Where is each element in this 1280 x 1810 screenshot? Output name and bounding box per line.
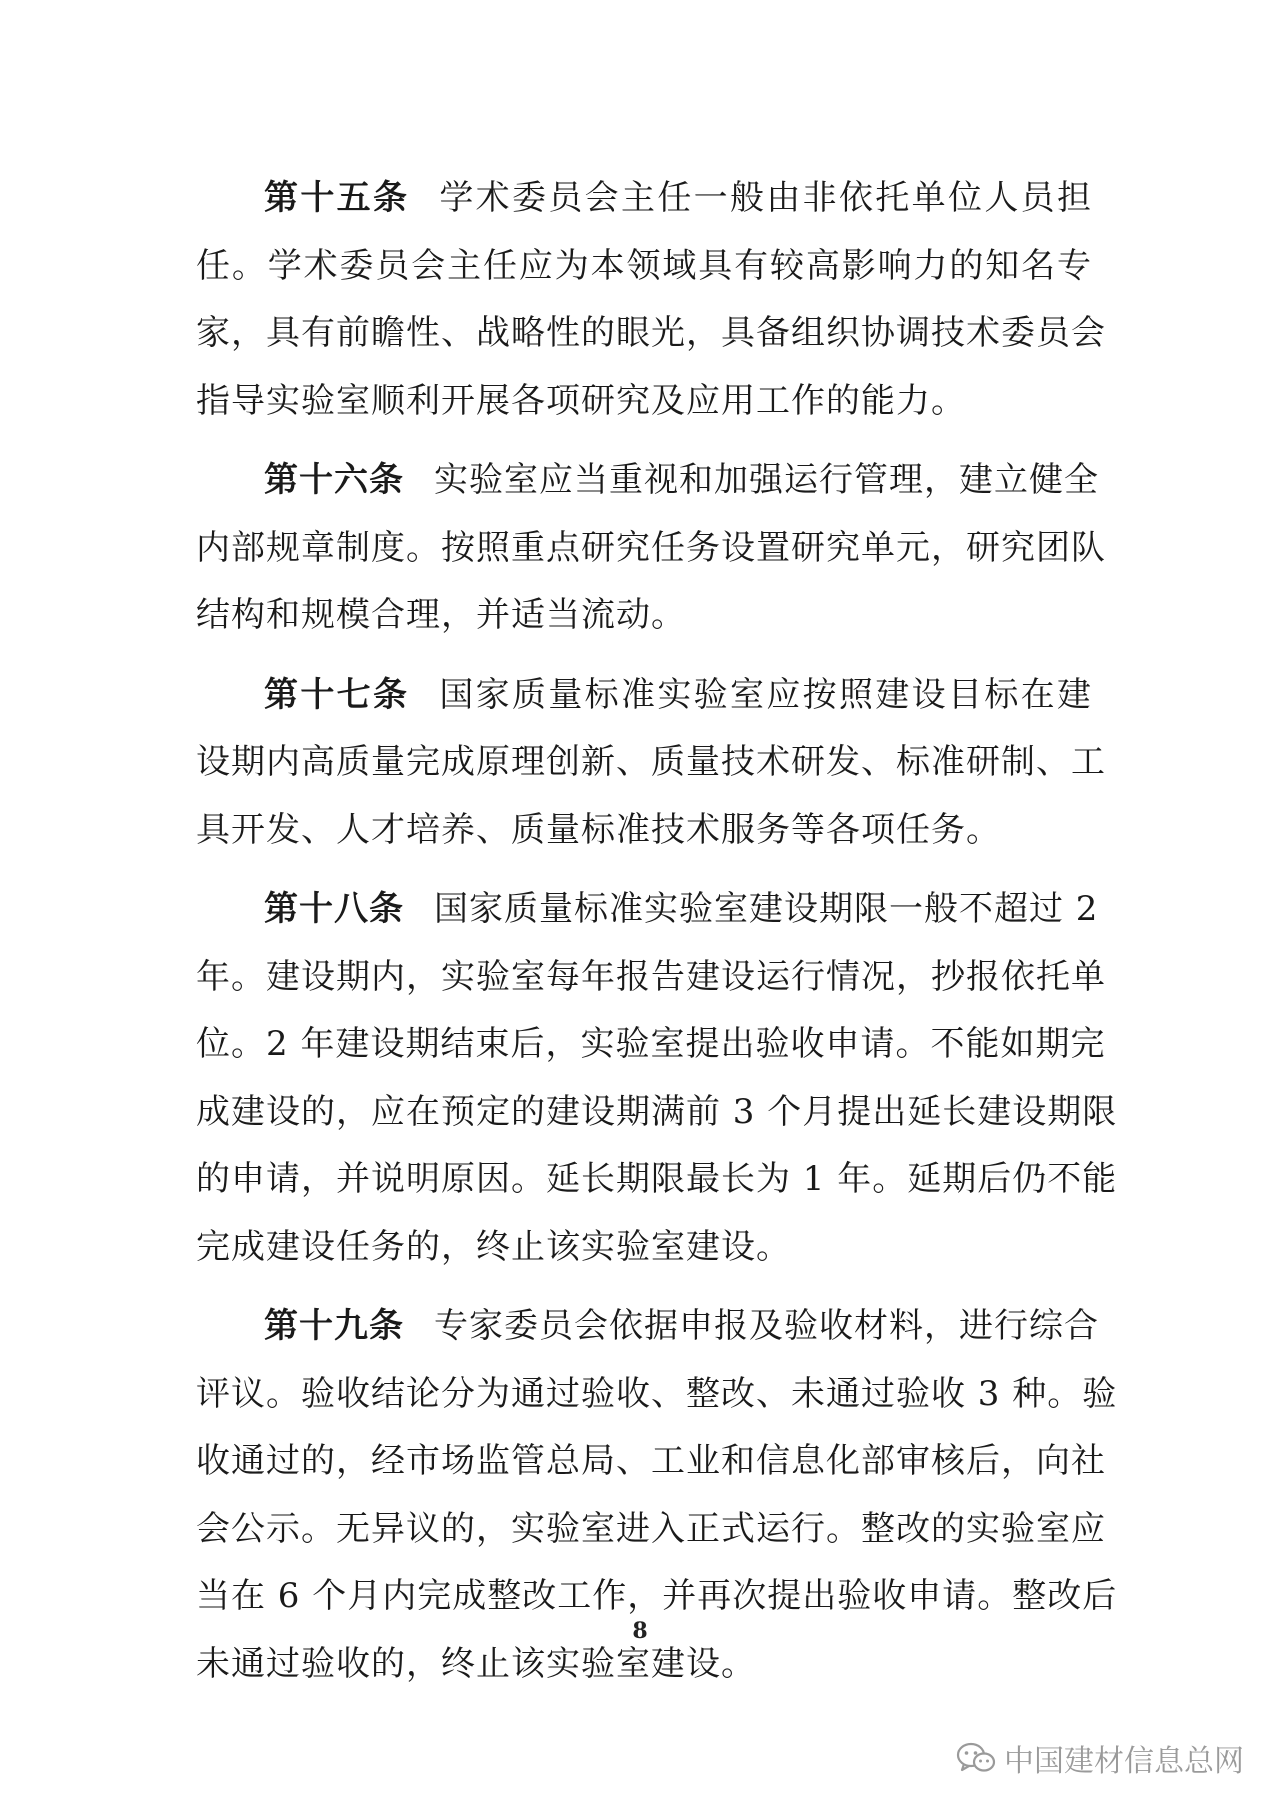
article-number: 第十五条 (264, 178, 410, 218)
document-body (196, 165, 1118, 1710)
line-text: 未通过验收的，终止该实验室建设。 (196, 1643, 756, 1684)
text-line (196, 1214, 1092, 1282)
text-line (196, 1079, 1118, 1147)
text-line (196, 447, 1099, 515)
line-text: 实验室应当重视和加强运行管理，建立健全 (434, 460, 1099, 500)
article-paragraph (196, 165, 1106, 435)
text-line (196, 1428, 1106, 1496)
line-text: 会公示。无异议的，实验室进入正式运行。整改的实验室应 (196, 1508, 1106, 1549)
line-text: 内部规章制度。按照重点研究任务设置研究单元，研究团队 (196, 527, 1106, 568)
text-line (196, 1293, 1099, 1361)
page-number: 8 (632, 1618, 648, 1644)
text-line (196, 1496, 1106, 1564)
line-text: 评议。验收结论分为通过验收、整改、未通过验收 3 种。验 (196, 1373, 1118, 1414)
line-text: 年。建设期内，实验室每年报告建设运行情况，抄报依托单 (196, 956, 1106, 997)
text-line (196, 368, 1092, 436)
line-text: 收通过的，经市场监管总局、工业和信息化部审核后，向社 (196, 1441, 1106, 1481)
line-text: 设期内高质量完成原理创新、质量技术研发、标准研制、工 (196, 742, 1106, 782)
line-text: 任。学术委员会主任应为本领域具有较高影响力的知名专 (196, 245, 1092, 286)
line-text: 学术委员会主任一般由非依托单位人员担 (439, 178, 1093, 218)
article-paragraph (196, 447, 1106, 650)
text-line (196, 1361, 1118, 1429)
line-text: 完成建设任务的，终止该实验室建设。 (196, 1226, 791, 1267)
line-text: 指导实验室顺利开展各项研究及应用工作的能力。 (196, 380, 966, 421)
line-text: 家，具有前瞻性、战略性的眼光，具备组织协调技术委员会 (196, 313, 1106, 353)
line-text: 国家质量标准实验室建设期限一般不超过 2 (434, 889, 1099, 929)
text-line (196, 1011, 1106, 1079)
line-text: 位。2 年建设期结束后，实验室提出验收申请。不能如期完 (196, 1024, 1106, 1064)
wechat-icon (956, 1741, 996, 1775)
text-line (196, 300, 1106, 368)
text-line (196, 582, 1092, 650)
article-number: 第十九条 (264, 1306, 404, 1346)
line-text: 成建设的，应在预定的建设期满前 3 个月提出延长建设期限 (196, 1091, 1118, 1132)
text-line (196, 233, 1092, 301)
article-number: 第十八条 (264, 889, 404, 929)
article-number: 第十七条 (264, 674, 410, 715)
text-line (196, 876, 1099, 944)
text-line (196, 515, 1106, 583)
text-line (196, 165, 1092, 233)
text-line (196, 662, 1092, 730)
article-paragraph (196, 876, 1118, 1281)
watermark (956, 1738, 1244, 1778)
article-paragraph (196, 662, 1106, 865)
line-text: 专家委员会依据申报及验收材料，进行综合 (434, 1306, 1099, 1346)
text-line (196, 944, 1106, 1012)
line-text: 的申请，并说明原因。延长期限最长为 1 年。延期后仍不能 (196, 1159, 1118, 1199)
text-line (196, 1146, 1118, 1214)
text-line (196, 729, 1106, 797)
line-text: 结构和规模合理，并适当流动。 (196, 595, 686, 635)
line-text: 具开发、人才培养、质量标准技术服务等各项任务。 (196, 809, 1001, 850)
text-line (196, 797, 1092, 865)
watermark-text: 中国建材信息总网 (1004, 1744, 1244, 1779)
line-text: 当在 6 个月内完成整改工作，并再次提出验收申请。整改后 (196, 1576, 1118, 1616)
line-text: 国家质量标准实验室应按照建设目标在建 (439, 674, 1093, 715)
article-number: 第十六条 (264, 460, 404, 500)
